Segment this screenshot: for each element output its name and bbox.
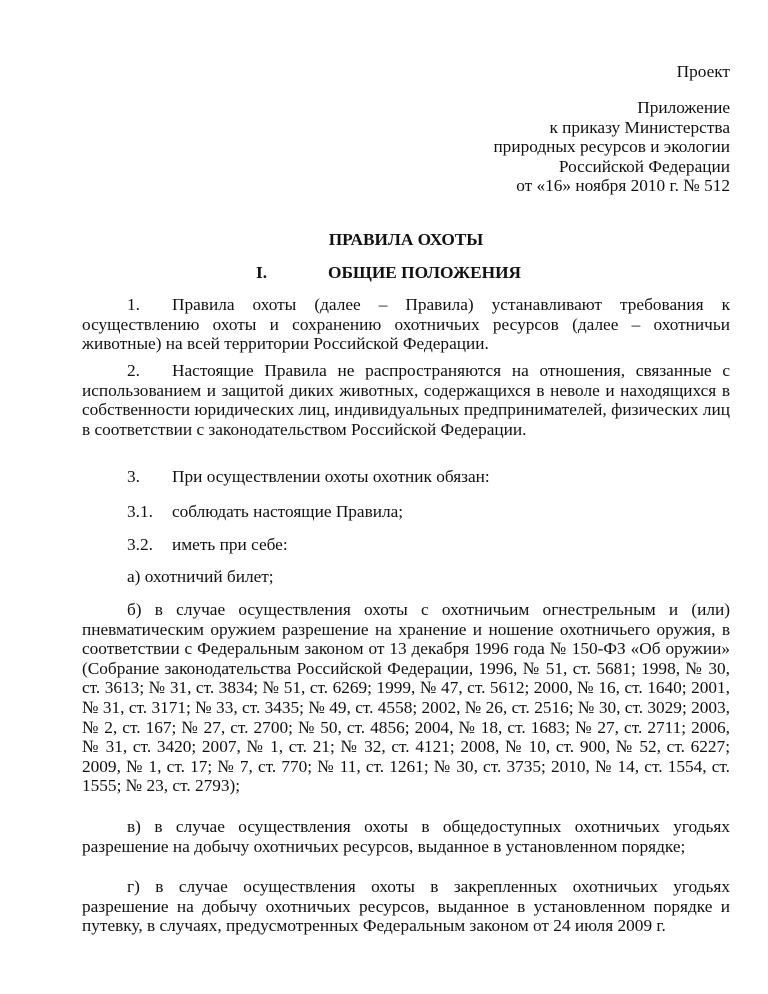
item-v: в) в случае осуществления охоты в общедоступных охотничьих угодьях разрешение на добычу охотничьих ресурсов, выданное в установленном порядке; (82, 817, 730, 856)
paragraph-number: 3. (127, 467, 140, 486)
appendix-line: к приказу Министерства (549, 117, 730, 137)
paragraph-number: 3.2. (127, 535, 153, 554)
paragraph-text: соблюдать настоящие Правила; (172, 502, 404, 521)
item-a: а) охотничий билет; (127, 567, 274, 586)
appendix-line: от «16» ноября 2010 г. № 512 (516, 176, 730, 196)
paragraph-text: Настоящие Правила не распространяются на отношения, связанные с использованием и защитой диких животных, содержащихся в неволе и находящихся в собственности юридических лиц, индивидуальных предпринимателей, физических лиц в соответствии с законодательством Российской Федерации. (82, 361, 730, 439)
paragraph-number: 3.1. (127, 502, 153, 521)
paragraph-2 (82, 361, 730, 439)
paragraph-3-1 (82, 502, 730, 522)
appendix-block (82, 98, 730, 196)
paragraph-3 (82, 467, 730, 487)
paragraph-3-2 (82, 535, 730, 555)
appendix-line: Российской Федерации (558, 156, 730, 176)
document-title: ПРАВИЛА ОХОТЫ (328, 230, 484, 249)
paragraph-text: При осуществлении охоты охотник обязан: (172, 467, 490, 486)
section-title: ОБЩИЕ ПОЛОЖЕНИЯ (328, 263, 522, 282)
paragraph-number: 2. (127, 361, 140, 380)
section-number: I. (256, 263, 268, 282)
item-b: б) в случае осуществления охоты с охотничьим огнестрельным и (или) пневматическим оружием разрешение на хранение и ношение охотничьего оружия, в соответствии с Федеральным законом от 13 декабря 1996 года № 150-ФЗ «Об оружии» (Собрание законодательства Российской Федерации, 1996, № 51, ст. 5681; 1998, № 30, ст. 3613; № 31, ст. 3834; № 51, ст. 6269; 1999, № 47, ст. 5612; 2000, № 16, ст. 1640; 2001, № 31, ст. 3171; № 33, ст. 3435; № 49, ст. 4558; 2002, № 26, ст. 2516; № 30, ст. 3029; 2003, № 2, ст. 167; № 27, ст. 2700; № 50, ст. 4856; 2004, № 18, ст. 1683; № 27, ст. 2711; 2006, № 31, ст. 3420; 2007, № 1, ст. 21; № 32, ст. 4121; 2008, № 10, ст. 900, № 52, ст. 6227; 2009, № 1, ст. 17; № 7, ст. 770; № 11, ст. 1261; № 30, ст. 3735; 2010, № 14, ст. 1554, ст. 1555; № 23, ст. 2793); (82, 600, 730, 796)
paragraph-text: Правила охоты (далее – Правила) устанавливают требования к осуществлению охоты и сохранению охотничьих ресурсов (далее – охотничьи животные) на всей территории Российской Федерации. (82, 295, 730, 354)
draft-label: Проект (676, 62, 730, 81)
paragraph-text: иметь при себе: (172, 535, 288, 554)
appendix-line: Приложение (637, 98, 730, 117)
appendix-line: природных ресурсов и экологии (493, 137, 730, 157)
paragraph-1 (82, 295, 730, 354)
item-g: г) в случае осуществления охоты в закрепленных охотничьих угодьях разрешение на добычу охотничьих ресурсов, выданное в установленном порядке и путевку, в случаях, предусмотренных Федеральным законом от 24 июля 2009 г. (82, 877, 730, 936)
paragraph-number: 1. (127, 295, 140, 314)
